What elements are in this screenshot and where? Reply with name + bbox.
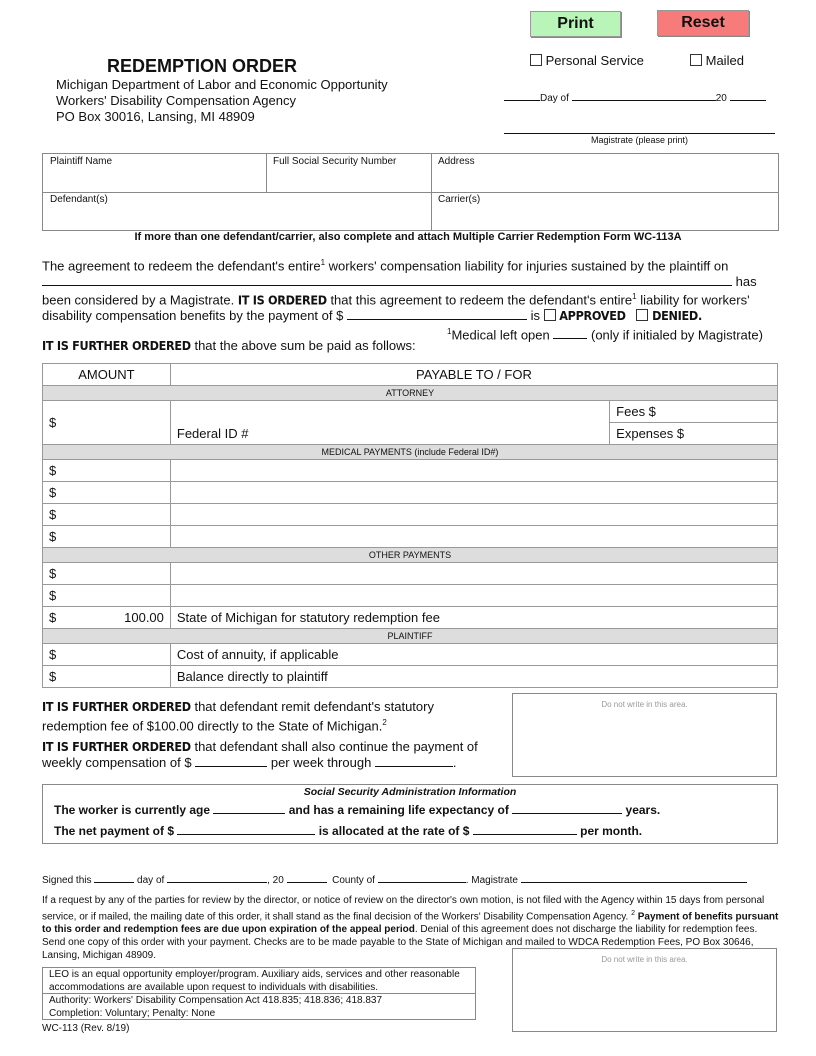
fee-amount-field[interactable]: $ 100.00 (43, 607, 171, 629)
net-payment-field[interactable] (177, 824, 315, 835)
medical-payee-field[interactable] (170, 504, 777, 526)
balance-label: Balance directly to plaintiff (170, 666, 777, 688)
further-order-weekly: IT IS FURTHER ORDERED that defendant shall also continue the payment of weekly compensation of $ per week through . (42, 739, 478, 770)
medical-payee-field[interactable] (170, 526, 777, 548)
other-amount-field[interactable]: $ (43, 585, 171, 607)
approved-label: APPROVED (559, 308, 626, 324)
denied-label: DENIED. (652, 308, 702, 324)
org-address (56, 77, 388, 125)
ssa-title: Social Security Administration Information (303, 786, 517, 798)
annuity-amount-field[interactable]: $ (43, 644, 171, 666)
leo-notice-box (42, 967, 476, 1020)
service-date (504, 90, 766, 104)
medical-payee-field[interactable] (170, 482, 777, 504)
county-field[interactable] (378, 872, 466, 883)
defendant-field[interactable]: Defendant(s) (50, 194, 108, 205)
payable-header: PAYABLE TO / FOR (170, 364, 777, 386)
magistrate-signature-field[interactable] (521, 872, 747, 883)
life-expectancy-field[interactable] (512, 803, 622, 814)
personal-service-checkbox[interactable] (530, 54, 542, 66)
plaintiff-name-field[interactable]: Plaintiff Name (50, 156, 113, 167)
other-payee-field[interactable] (170, 585, 777, 607)
authority-notice: Authority: Workers' Disability Compensation Act 418.835; 418.836; 418.837 Completion: Voluntary; Penalty: None (49, 995, 383, 1019)
balance-amount-field[interactable]: $ (43, 666, 171, 688)
do-not-write-area: Do not write in this area. (512, 948, 777, 1032)
injury-date-field[interactable] (42, 275, 732, 286)
attorney-section: ATTORNEY (43, 386, 778, 401)
do-not-write-area: Do not write in this area. (512, 693, 777, 777)
month-field[interactable] (572, 90, 716, 101)
monthly-rate-field[interactable] (473, 824, 577, 835)
medical-payee-field[interactable] (170, 460, 777, 482)
signed-day-field[interactable] (94, 872, 134, 883)
medical-section: MEDICAL PAYMENTS (include Federal ID#) (43, 445, 778, 460)
signed-month-field[interactable] (167, 872, 267, 883)
medical-amount-field[interactable]: $ (43, 526, 171, 548)
payment-table (42, 363, 778, 688)
ssn-field[interactable]: Full Social Security Number (273, 156, 397, 167)
page-title: REDEMPTION ORDER (107, 56, 298, 76)
weekly-amount-field[interactable] (195, 756, 267, 767)
signature-line: Signed this day of , 20 County of . Magistrate (42, 872, 747, 886)
medical-amount-field[interactable]: $ (43, 482, 171, 504)
leo-notice: LEO is an equal opportunity employer/program. Auxiliary aids, services and other reasonable accommodations are available upon request to individuals with disabilities. (43, 968, 475, 994)
carrier-field[interactable]: Carrier(s) (438, 194, 481, 205)
plaintiff-section: PLAINTIFF (43, 629, 778, 644)
medical-amount-field[interactable]: $ (43, 460, 171, 482)
payment-amount-field[interactable] (347, 309, 527, 320)
magistrate-print-field[interactable] (504, 133, 775, 134)
magistrate-print-label: Magistrate (please print) (590, 135, 689, 145)
org-line: Michigan Department of Labor and Economic Opportunity (56, 77, 388, 92)
approved-checkbox[interactable] (544, 309, 556, 321)
appeal-disclaimer: If a request by any of the parties for review by the director, or notice of review on the director's own motion, is not filed with the Agency within 15 days from personal service, or if mailed, the mailing date of this order, it shall stand as the final decision of the Workers' Disability Compensation Agency. $^2$ Payment of benefits pursuant to this order and redemption fees are due upon expiration of the appeal period. Denial of this agreement does not discharge the liability for redemption fees. Send one copy of this order with your payment. Checks are to be made payable to the State of Michigan and mailed to WDCA Redemption Fees, PO Box 30646, Lansing, Michigan 48909. (42, 895, 779, 962)
other-payee-field[interactable] (170, 563, 777, 585)
ssa-info-box: Social Security Administration Information The worker is currently age and has a remaining life expectancy of years. The net payment of $ is allocated at the rate of $ per month. (42, 784, 778, 844)
attorney-amount-field[interactable]: $ (43, 401, 171, 445)
print-button[interactable]: Print (530, 11, 621, 37)
other-section: OTHER PAYMENTS (43, 548, 778, 563)
org-line: Workers' Disability Compensation Agency (56, 93, 296, 108)
other-amount-field[interactable]: $ (43, 563, 171, 585)
org-line: PO Box 30016, Lansing, MI 48909 (56, 109, 255, 124)
medical-amount-field[interactable]: $ (43, 504, 171, 526)
further-order-fee: IT IS FURTHER ORDERED that defendant remit defendant's statutory redemption fee of $100.00 directly to the State of Michigan.$^2$ (42, 699, 434, 734)
parties-table (42, 153, 779, 231)
mailed-checkbox[interactable] (690, 54, 702, 66)
amount-header: AMOUNT (43, 364, 171, 386)
annuity-label: Cost of annuity, if applicable (170, 644, 777, 666)
personal-service-label: Personal Service (545, 53, 644, 68)
order-paragraph: The agreement to redeem the defendant's entire$^1$ workers' compensation liability for injuries sustained by the plaintiff on has been considered by a Magistrate. IT IS ORDERED that this agreement to redeem the defendant's entire$^1$ liability for workers' disability compensation benefits by the payment of $ is APPROVED DENIED. $^1$Medical left open (only if initialed by Magistrate) (42, 258, 763, 342)
multiple-carrier-note: If more than one defendant/carrier, also complete and attach Multiple Carrier Redemption Form WC-113A (134, 231, 682, 243)
year-prefix: 20 (715, 93, 727, 104)
fee-payee: State of Michigan for statutory redemption fee (170, 607, 777, 629)
attorney-payee-field[interactable]: Federal ID # (170, 401, 609, 445)
age-field[interactable] (213, 803, 285, 814)
personal-service-option[interactable] (530, 53, 644, 68)
further-ordered-heading: IT IS FURTHER ORDERED that the above sum be paid as follows: (42, 338, 416, 353)
denied-checkbox[interactable] (636, 309, 648, 321)
reset-button[interactable]: Reset (657, 10, 749, 36)
day-field[interactable] (504, 90, 540, 101)
mailed-option[interactable] (690, 53, 744, 68)
address-field[interactable]: Address (438, 156, 475, 167)
form-id: WC-113 (Rev. 8/19) (42, 1023, 130, 1034)
through-date-field[interactable] (375, 756, 453, 767)
day-of-label: Day of (540, 93, 569, 104)
medical-open-initial-field[interactable] (553, 328, 587, 339)
signed-year-field[interactable] (287, 872, 327, 883)
mailed-label: Mailed (705, 53, 744, 68)
year-field[interactable] (730, 90, 766, 101)
fees-field[interactable]: Fees $ (610, 401, 778, 423)
expenses-field[interactable]: Expenses $ (610, 423, 778, 445)
